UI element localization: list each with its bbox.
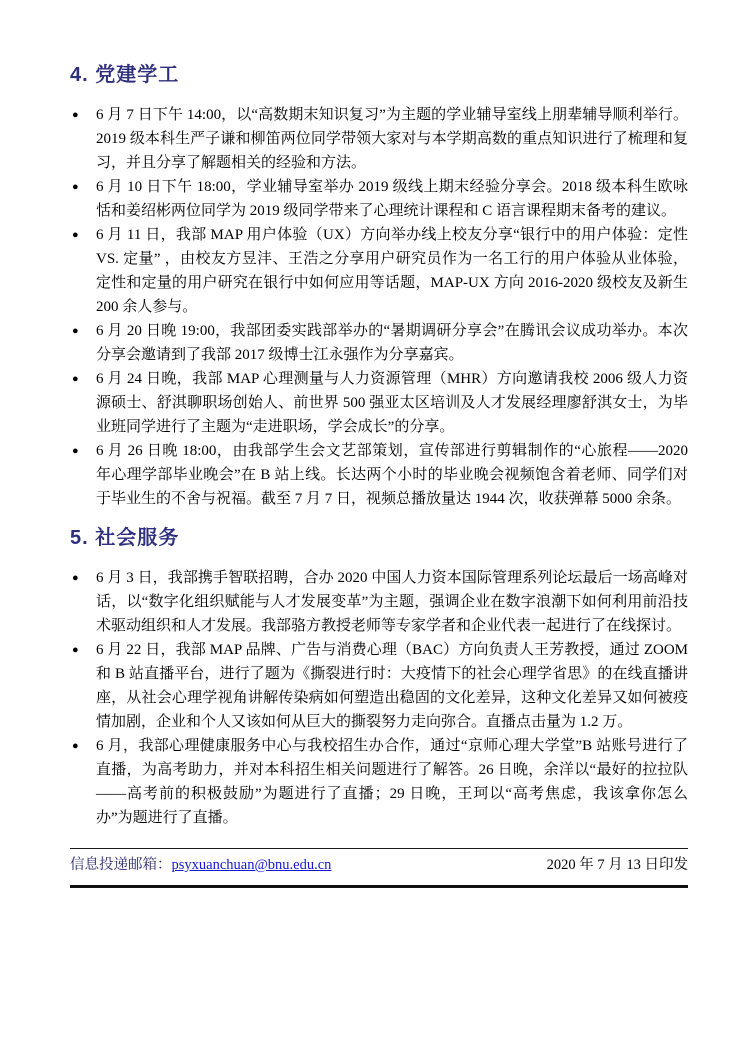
list-item (70, 319, 688, 367)
document-content (70, 62, 688, 844)
footer-email-link[interactable]: psyxuanchuan@bnu.edu.cn (171, 857, 332, 873)
list-item (70, 367, 688, 439)
list-item (70, 566, 688, 638)
list-item-text: 6 月 24 日晚，我部 MAP 心理测量与人力资源管理（MHR）方向邀请我校 2006 级人力资源硕士、舒淇聊职场创始人、前世界 500 强亚太区培训及人才发展经理廖舒淇女士，为毕业班同学进行了主题为“走进职场，学会成长”的分享。 (96, 371, 688, 435)
list-item (70, 734, 688, 830)
bullet-icon: ● (72, 644, 79, 656)
bullet-icon: ● (72, 109, 79, 121)
section-4-bullet-list (70, 103, 688, 511)
bullet-icon: ● (72, 325, 79, 337)
bullet-icon: ● (72, 572, 79, 584)
section-heading-social-service: 5. 社会服务 (70, 527, 180, 549)
list-item (70, 638, 688, 734)
bullet-icon: ● (72, 445, 79, 457)
bullet-icon: ● (72, 229, 79, 241)
footer-email (70, 854, 331, 876)
footer-print-date: 2020 年 7 月 13 日印发 (546, 857, 688, 873)
footer (70, 848, 688, 888)
list-item (70, 175, 688, 223)
list-item-text: 6 月 20 日晚 19:00，我部团委实践部举办的“暑期调研分享会”在腾讯会议成功举办。本次分享会邀请到了我部 2017 级博士江永强作为分享嘉宾。 (96, 323, 688, 363)
list-item-text: 6 月 22 日，我部 MAP 品牌、广告与消费心理（BAC）方向负责人王芳教授，通过 ZOOM 和 B 站直播平台，进行了题为《撕裂进行时：大疫情下的社会心理学省思》的在线直播讲座，从社会心理学视角讲解传染病如何塑造出稳固的文化差异，这种文化差异又如何被疫情加剧，企业和个人又该如何从巨大的撕裂努力走向弥合。直播点击量为 1.2 万。 (96, 642, 688, 730)
list-item (70, 103, 688, 175)
bullet-icon: ● (72, 181, 79, 193)
list-item-text: 6 月 7 日下午 14:00，以“高数期末知识复习”为主题的学业辅导室线上朋辈辅导顺利举行。2019 级本科生严子谦和柳笛两位同学带领大家对与本学期高数的重点知识进行了梳理和复习，并且分享了解题相关的经验和方法。 (96, 107, 688, 171)
list-item-text: 6 月，我部心理健康服务中心与我校招生办合作，通过“京师心理大学堂”B 站账号进行了直播，为高考助力，并对本科招生相关问题进行了解答。26 日晚，余洋以“最好的拉拉队——高考前的积极鼓励”为题进行了直播；29 日晚，王珂以“高考焦虑，我该拿你怎么办”为题进行了直播。 (96, 738, 688, 826)
section-5-bullet-list (70, 566, 688, 830)
footer-email-label: 信息投递邮箱： (70, 857, 172, 873)
list-item-text: 6 月 11 日，我部 MAP 用户体验（UX）方向举办线上校友分享“银行中的用户体验：定性 VS. 定量” ，由校友方昱沣、王浩之分享用户研究员作为一名工行的用户体验从业体验，定性和定量的用户研究在银行中如何应用等话题，MAP-UX 方向 2016-2020 级校友及新生 200 余人参与。 (96, 227, 688, 315)
list-item (70, 439, 688, 511)
list-item-text: 6 月 3 日，我部携手智联招聘，合办 2020 中国人力资本国际管理系列论坛最后一场高峰对话，以“数字化组织赋能与人才发展变革”为主题，强调企业在数字浪潮下如何利用前沿技术驱动组织和人才发展。我部骆方教授老师等专家学者和企业代表一起进行了在线探讨。 (96, 570, 688, 634)
list-item (70, 223, 688, 319)
bullet-icon: ● (72, 740, 79, 752)
section-heading-party-building: 4. 党建学工 (70, 64, 180, 86)
list-item-text: 6 月 26 日晚 18:00，由我部学生会文艺部策划，宣传部进行剪辑制作的“心旅程——2020 年心理学部毕业晚会”在 B 站上线。长达两个小时的毕业晚会视频饱含着老师、同学们对于毕业生的不舍与祝福。截至 7 月 7 日，视频总播放量达 1944 次，收获弹幕 5000 余条。 (96, 443, 688, 507)
bullet-icon: ● (72, 373, 79, 385)
list-item-text: 6 月 10 日下午 18:00，学业辅导室举办 2019 级线上期末经验分享会。2018 级本科生欧咏恬和姜绍彬两位同学为 2019 级同学带来了心理统计课程和 C 语言课程期末备考的建议。 (96, 179, 688, 219)
